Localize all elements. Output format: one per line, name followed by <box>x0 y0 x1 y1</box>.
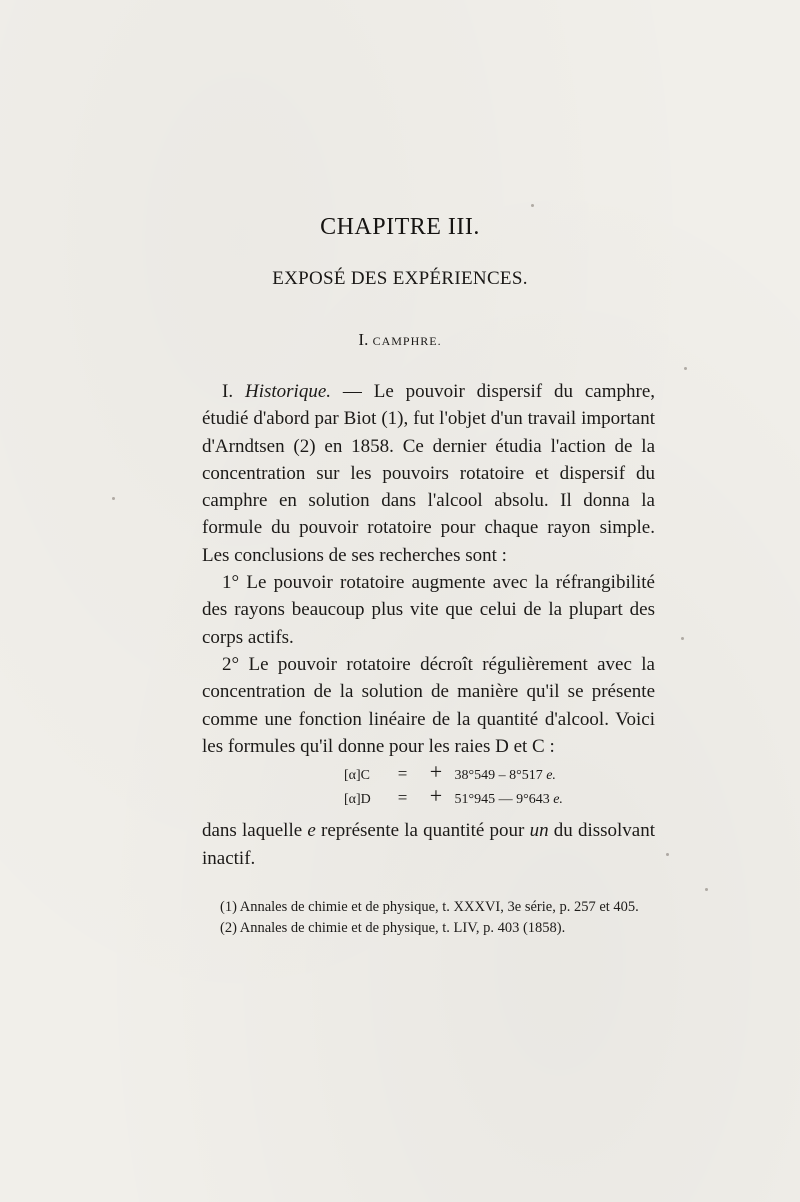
text-run: représente la quantité pour <box>315 820 530 841</box>
chapter-title: CHAPITRE III. <box>320 214 480 240</box>
formula-block <box>344 760 563 808</box>
paragraph-conclusion-2: 2° Le pouvoir rotatoire décroît régulièrement avec la concentration de la solution de manière qu'il se présente comme une fonction linéaire de la quantité d'alcool. Voici les formules qu'il donne pour les raies D et C : <box>202 653 655 757</box>
formula-symbol: [α]C <box>344 768 370 783</box>
paragraph-historique <box>202 378 655 569</box>
footnote-1: (1) Annales de chimie et de physique, t. XXXVI, 3e série, p. 257 et 405. <box>220 899 639 915</box>
paper-speck <box>705 888 708 891</box>
paragraph-text: — Le pouvoir dispersif du camphre, étudié d'abord par Biot (1), fut l'objet d'un travail important d'Arndtsen (2) en 1858. Ce dernier étudia l'action de la concentration sur les pouvoirs rotatoire et dispersif du camphre en solution dans l'alcool absolu. Il donna la formule du pouvoir rotatoire pour chaque rayon simple. Les conclusions de ses recherches sont : <box>202 381 656 566</box>
formula-sign: + <box>429 783 443 808</box>
subsection-numeral: I. <box>358 330 369 349</box>
formula-variable: e. <box>546 768 556 783</box>
text-run: du dissolvant inactif. <box>202 820 656 869</box>
paper-speck <box>666 853 669 856</box>
body-text <box>202 378 655 760</box>
paper-speck <box>112 497 115 500</box>
paragraph-italic-heading: Historique. <box>244 381 331 402</box>
paper-speck <box>681 637 684 640</box>
formula-symbol: [α]D <box>344 792 371 807</box>
body-text-continued <box>202 817 655 873</box>
paper-speck <box>531 204 534 207</box>
subsection-name: CAMPHRE. <box>372 334 442 348</box>
section-title: EXPOSÉ DES EXPÉRIENCES. <box>272 268 528 289</box>
footnote-2: (2) Annales de chimie et de physique, t. LIV, p. 403 (1858). <box>220 920 566 936</box>
formula-sign: + <box>429 759 443 784</box>
formula-equals: = <box>397 764 408 783</box>
paragraph-dissolvant <box>202 817 655 873</box>
paragraph-conclusion-1: 1° Le pouvoir rotatoire augmente avec la réfrangibilité des rayons beaucoup plus vite que celui de la plupart des corps actifs. <box>202 572 655 648</box>
paper-speck <box>684 367 687 370</box>
text-run: dans laquelle <box>202 820 308 841</box>
formula-row <box>344 760 563 784</box>
text-run-italic: e <box>307 820 316 841</box>
formula-row <box>344 784 563 808</box>
paragraph-lead: I. <box>222 381 234 402</box>
footnotes <box>202 897 674 939</box>
formula-expression: 38°549 – 8°517 <box>454 768 543 783</box>
formula-variable: e. <box>553 792 563 807</box>
formula-expression: 51°945 — 9°643 <box>454 792 550 807</box>
formula-equals: = <box>397 788 408 807</box>
subsection-title <box>0 330 800 350</box>
text-run-italic: un <box>529 820 549 841</box>
